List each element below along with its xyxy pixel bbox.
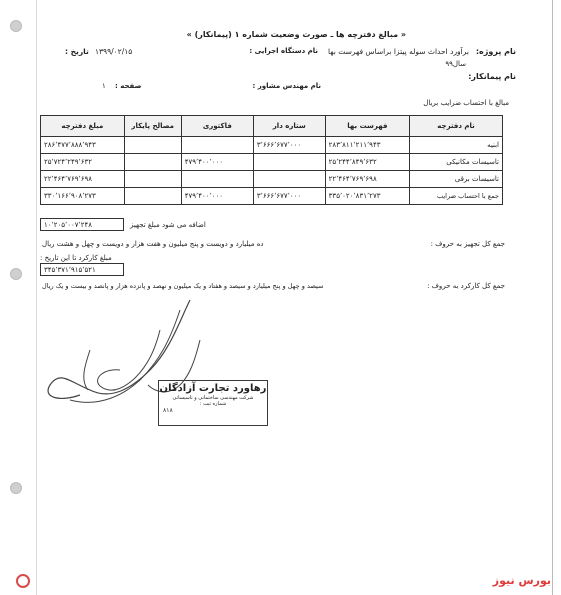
stamp-company-name: رهاورد تجارت آزادگان (159, 383, 267, 394)
watermark-logo-icon (16, 574, 30, 588)
col-header-setareh: ستاره دار (253, 116, 325, 137)
consultant-label: نام مهندس مشاور : (252, 82, 321, 90)
work-total-value: ۳۴۵٬۳۷۱٬۹۱۵٬۵۲۱ (40, 263, 124, 276)
page-label: صفحه : (115, 82, 142, 90)
cell-masaleh (124, 188, 181, 205)
cell-masaleh (124, 171, 181, 188)
cell-setareh (253, 171, 325, 188)
watermark-brand: بورس نیوز (492, 574, 551, 587)
cell-factori (181, 171, 253, 188)
cell-fehrest: ۲۵٬۲۴۴٬۸۴۹٬۶۳۲ (325, 154, 409, 171)
cell-mablagh: ۳۳۰٬۱۶۶٬۹۰۸٬۲۷۳ (41, 188, 125, 205)
stamp-subtitle: شرکت مهندسی ساختمانی و تاسیساتی (172, 395, 254, 401)
project-label: نام پروژه: (475, 47, 516, 56)
date-value: ۱۳۹۹/۰۲/۱۵ (95, 47, 133, 56)
executor-label: نام دستگاه اجرایی : (249, 47, 318, 55)
cell-setareh (253, 154, 325, 171)
table-caption: مبالغ با احتساب ضرایب بریال (423, 99, 509, 107)
work-words: سیصد و چهل و پنج میلیارد و سیصد و هفتاد و یک میلیون و نهصد و پانزده هزار و پانصد و بیست و یک ریال (42, 282, 324, 290)
col-header-name: نام دفترچه (410, 116, 503, 137)
col-header-mablagh: مبلغ دفترچه (41, 116, 125, 137)
col-header-fehrest: فهرست بها (325, 116, 409, 137)
company-stamp (158, 380, 268, 426)
cell-setareh: ۳٬۶۶۶٬۶۷۷٬۰۰۰ (253, 137, 325, 154)
stamp-reg-number: ۸۱۸ (163, 407, 173, 414)
project-value: برآورد احداث سوله پیتزا براساس فهرست بها (328, 47, 469, 56)
document-title: « مبالغ دفترچه ها ـ صورت وضعیت شماره ۱ (پیمانکار) » (186, 30, 406, 39)
col-header-masaleh: مصالح پایکار (124, 116, 181, 137)
cell-name: جمع با احتساب ضرایب (410, 188, 503, 205)
page-edge-line (552, 0, 553, 595)
equipment-words-label: جمع کل تجهیز به حروف : (430, 240, 505, 248)
table-total-row (41, 188, 503, 205)
col-header-factori: فاکتوری (181, 116, 253, 137)
cell-fehrest: ۲۸۳٬۸۱۱٬۲۱۱٬۹۴۳ (325, 137, 409, 154)
table-row (41, 137, 503, 154)
cell-name: ابنیه (410, 137, 503, 154)
cell-fehrest: ۲۲٬۴۶۴٬۷۶۹٬۶۹۸ (325, 171, 409, 188)
cell-fehrest: ۳۳۵٬۰۲۰٬۸۳۱٬۲۷۳ (325, 188, 409, 205)
punch-hole-icon (10, 268, 22, 280)
cell-mablagh: ۲۸۶٬۴۷۷٬۸۸۸٬۹۴۳ (41, 137, 125, 154)
year-label: سال۹۹ (445, 60, 466, 68)
page-value: ۱ (102, 82, 106, 90)
cell-masaleh (124, 154, 181, 171)
table-row (41, 171, 503, 188)
cell-name: تاسیسات برقی (410, 171, 503, 188)
booklet-table (40, 115, 503, 205)
cell-name: تاسیسات مکانیکی (410, 154, 503, 171)
work-words-label: جمع کل کارکرد به حروف : (427, 282, 505, 290)
punch-hole-icon (10, 20, 22, 32)
date-label: تاریخ : (65, 47, 89, 56)
cell-setareh: ۳٬۶۶۶٬۶۷۷٬۰۰۰ (253, 188, 325, 205)
table-row (41, 154, 503, 171)
cell-factori: ۴۷۹٬۴۰۰٬۰۰۰ (181, 154, 253, 171)
contractor-label: نام پیمانکار: (468, 72, 516, 81)
punch-hole-icon (10, 482, 22, 494)
cell-mablagh: ۲۲٬۴۶۴٬۷۶۹٬۶۹۸ (41, 171, 125, 188)
cell-factori: ۴۷۹٬۴۰۰٬۰۰۰ (181, 188, 253, 205)
cell-masaleh (124, 137, 181, 154)
cell-mablagh: ۲۵٬۷۲۴٬۲۴۹٬۶۳۲ (41, 154, 125, 171)
equipment-label: اضافه می شود مبلغ تجهیز (130, 221, 206, 229)
stamp-reg-label: شماره ثبت : (199, 401, 227, 407)
cell-factori (181, 137, 253, 154)
equipment-words: ده میلیارد و دویست و پنج میلیون و هفت هزار و دویست و چهل و هشت ریال (42, 240, 264, 248)
work-total-label: مبلغ کارکرد تا این تاریخ : (40, 254, 112, 262)
table-header-row (41, 116, 503, 137)
equipment-value: ۱۰٬۲۰۵٬۰۰۷٬۲۴۸ (40, 218, 124, 231)
